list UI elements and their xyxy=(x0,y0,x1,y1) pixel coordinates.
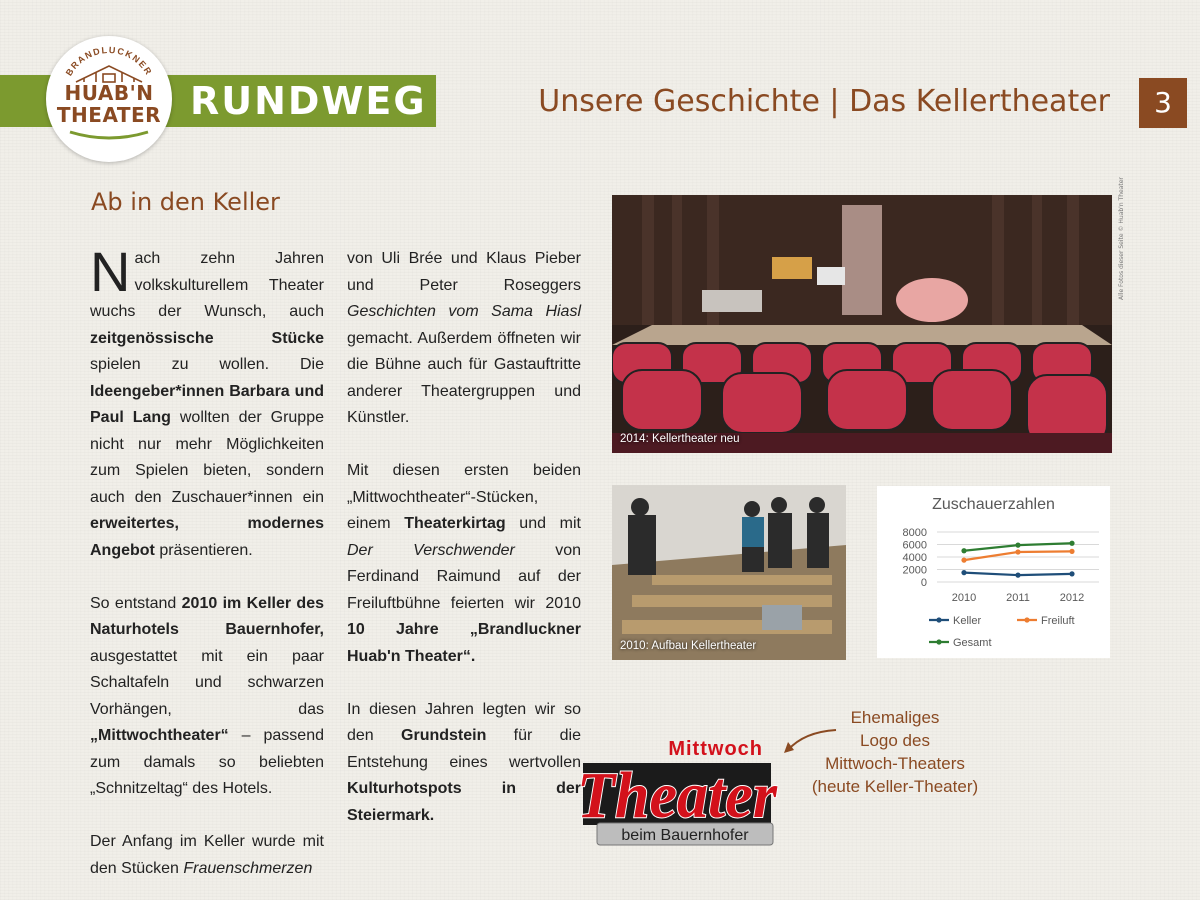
logo-arc-text: BRANDLUCKNER xyxy=(63,44,155,78)
paragraph xyxy=(90,829,324,882)
text-column-1 xyxy=(90,240,325,900)
text-run: und mit xyxy=(505,515,581,532)
text-run: Frauenschmerzen xyxy=(183,859,313,877)
x-tick-label: 2011 xyxy=(1006,592,1030,604)
data-point xyxy=(961,548,966,553)
text-run: So entstand xyxy=(90,594,182,612)
logo-subtitle: beim Bauernhofer xyxy=(621,827,749,844)
photo-caption: 2014: Kellertheater neu xyxy=(620,433,740,445)
x-tick-label: 2012 xyxy=(1059,592,1085,604)
chart-zuschauerzahlen xyxy=(877,486,1110,658)
data-point xyxy=(1069,571,1074,576)
data-point xyxy=(961,558,966,563)
mittwoch-theater-logo xyxy=(563,735,778,850)
y-tick-label: 4000 xyxy=(902,552,927,564)
data-point xyxy=(1069,549,1074,554)
section-heading: Ab in den Keller xyxy=(91,188,280,216)
text-run: „Mittwochtheater“ xyxy=(90,727,229,744)
house-icon xyxy=(76,66,142,82)
y-tick-label: 0 xyxy=(920,577,927,589)
legend-label: Gesamt xyxy=(953,637,992,649)
y-tick-label: 2000 xyxy=(902,564,927,577)
text-run: von Uli Brée und Klaus Pieber und Peter Roseggers xyxy=(347,250,581,294)
x-tick-label: 2010 xyxy=(951,592,977,604)
text-run: Mit diesen ersten beiden „Mittwochtheater“-Stücken, einem xyxy=(347,462,581,532)
text-column-2 xyxy=(347,246,581,856)
paragraph xyxy=(347,458,581,670)
theater-stage-illustration xyxy=(612,195,1112,453)
annotation-line: Logo des xyxy=(860,731,930,750)
paragraph xyxy=(90,240,324,564)
y-tick-label: 6000 xyxy=(902,539,927,552)
text-run: Kulturhotspots in der Steiermark. xyxy=(347,780,581,824)
y-tick-label: 8000 xyxy=(902,527,927,539)
text-run: Ideengeber*innen Barbara und Paul Lang xyxy=(90,382,324,426)
photo-kellertheater-2014 xyxy=(612,195,1112,453)
construction-illustration xyxy=(612,485,846,660)
page-number: 3 xyxy=(1139,78,1187,128)
svg-text:BRANDLUCKNER xyxy=(64,45,155,78)
drop-cap: N xyxy=(90,240,131,303)
text-run: Der Anfang im Keller wurde mit den Stücken xyxy=(90,833,324,877)
text-run: In diesen Jahren legten wir so den xyxy=(347,700,581,744)
text-run: Theaterkirtag xyxy=(404,515,506,532)
data-point xyxy=(1015,549,1020,554)
text-run: spielen zu wollen. Die xyxy=(90,356,324,373)
text-run: zeitgenössische Stücke xyxy=(90,329,324,347)
text-run: erweitertes, modernes Angebot xyxy=(90,515,324,559)
data-point xyxy=(1069,541,1074,546)
text-run: Geschichten vom Sama Hiasl xyxy=(347,303,581,320)
logo-word-theater: Theater xyxy=(577,759,778,832)
text-run: ausgestattet mit ein paar Schaltafeln und schwarzen Vorhängen, das xyxy=(90,647,324,718)
annotation-line: Mittwoch-Theaters xyxy=(825,754,965,773)
text-run: präsentieren. xyxy=(154,541,253,559)
logo-text-line2: THEATER xyxy=(56,103,162,127)
legend-label: Keller xyxy=(953,615,982,627)
photo-caption: 2010: Aufbau Kellertheater xyxy=(620,640,757,652)
logo-word-mittwoch: Mittwoch xyxy=(668,738,763,760)
legend-label: Freiluft xyxy=(1041,615,1075,627)
paragraph xyxy=(347,697,581,830)
chart-title: Zuschauerzahlen xyxy=(932,496,1055,513)
data-point xyxy=(961,570,966,575)
text-run: von Ferdinand Raimund auf der Freiluftbühne feierten wir 2010 xyxy=(347,541,581,612)
text-run: 10 Jahre „Brandluckner Huab'n Theater“. xyxy=(347,621,581,665)
data-point xyxy=(1015,543,1020,548)
text-run: gemacht. Außerdem öffneten wir die Bühne auch für Gastauftritte anderer Theatergruppen und Künstler. xyxy=(347,329,581,426)
legend-marker xyxy=(936,617,941,622)
text-run: Der Verschwender xyxy=(347,541,515,559)
text-run: ach zehn Jahren volkskulturellem Theater wuchs der Wunsch, auch xyxy=(90,250,324,320)
annotation-line: (heute Keller-Theater) xyxy=(811,777,979,796)
photo-aufbau-2010 xyxy=(612,485,846,660)
text-run: – passend zum damals so beliebten „Schnitzeltag“ des Hotels. xyxy=(90,727,324,797)
legend-marker xyxy=(1024,617,1029,622)
paragraph xyxy=(347,246,581,432)
text-run: für die Entstehung eines wertvollen xyxy=(347,727,582,771)
chart-plot xyxy=(877,486,1110,658)
text-run: 2010 im Keller des Naturhotels Bauernhofer, xyxy=(90,594,325,638)
text-run: Grundstein xyxy=(401,727,487,744)
arrow-icon xyxy=(780,726,840,756)
paragraph xyxy=(90,591,324,803)
page-title: Unsere Geschichte | Das Kellertheater xyxy=(538,84,1110,119)
legend-marker xyxy=(936,639,941,644)
photo-credit: Alle Fotos dieser Seite © Huab'n Theater xyxy=(1118,177,1125,300)
section-label: RUNDWEG xyxy=(190,79,427,123)
logo-text-line1: HUAB'N xyxy=(64,81,154,105)
text-run: wollten der Gruppe nicht nur mehr Möglichkeiten zum Spielen bieten, sondern auch den Zuschauer*innen ein xyxy=(90,409,324,506)
data-point xyxy=(1015,573,1020,578)
annotation-line: Ehemaliges xyxy=(850,708,940,727)
